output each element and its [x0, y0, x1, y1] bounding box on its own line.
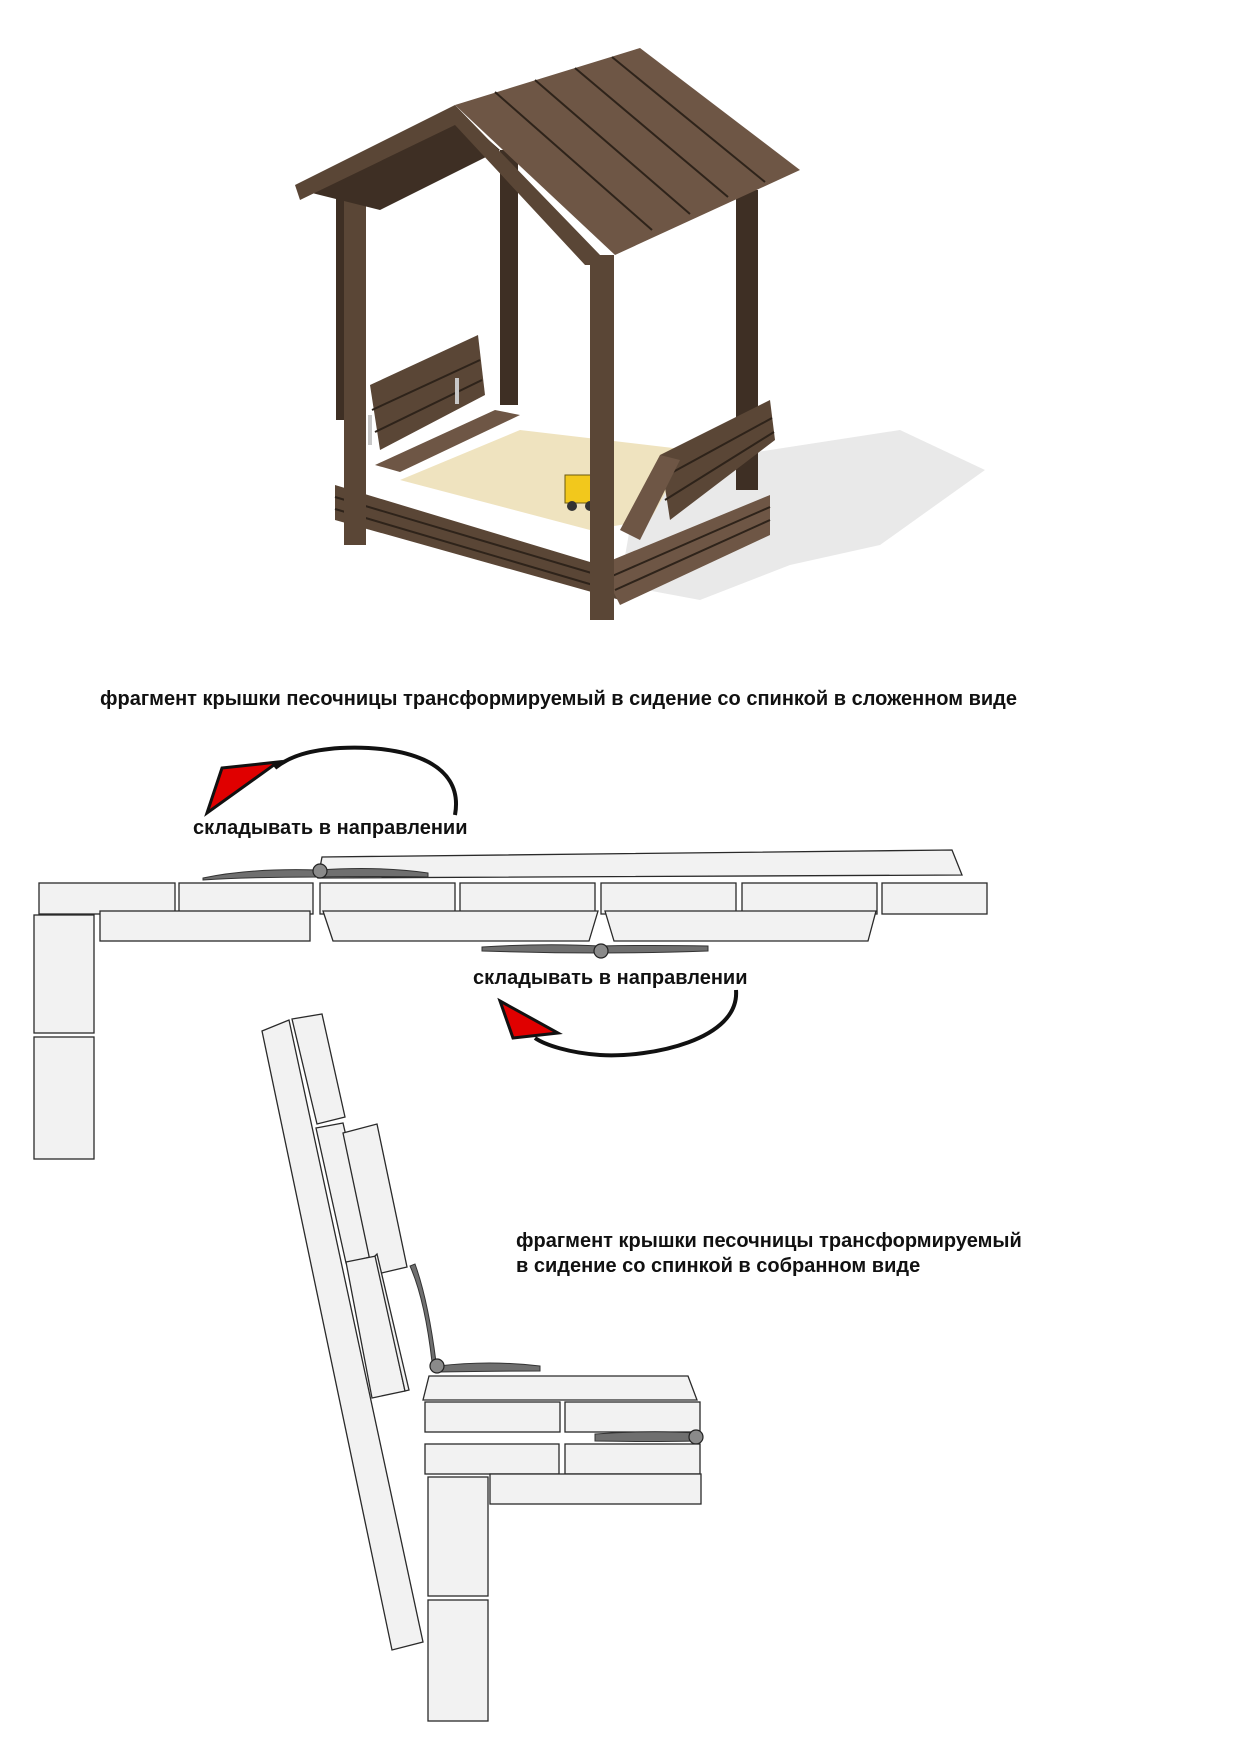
hinge-backrest — [410, 1264, 436, 1362]
lid-plank-7 — [882, 883, 987, 914]
wall-plank-lower — [34, 1037, 94, 1159]
assembled-caption-line-1: фрагмент крышки песочницы трансформируемый — [516, 1230, 1022, 1252]
assembled-caption-line-2: в сидение со спинкой в собранном виде — [516, 1255, 921, 1277]
lid-plank-6 — [742, 883, 877, 914]
folded-lid — [34, 850, 987, 1159]
hinge-seat — [438, 1363, 540, 1372]
seat-wall-plank-upper — [428, 1477, 488, 1596]
fold-arrow-bottom — [500, 990, 736, 1055]
lid-underside-left — [100, 911, 310, 941]
lid-plank-2 — [179, 883, 313, 914]
post-front-right — [590, 255, 614, 620]
seat-plank-2b — [565, 1444, 700, 1474]
folded-view-caption: фрагмент крышки песочницы трансформируемый в сидение со спинкой в сложенном виде — [100, 688, 1018, 710]
hinge-seat-lower — [595, 1432, 696, 1442]
fold-label-top: складывать в направлении — [193, 817, 468, 839]
sandbox-house-illustration — [295, 48, 985, 620]
arrowhead-icon — [207, 762, 278, 813]
lid-underside-mid — [323, 911, 598, 941]
lid-plank-3 — [320, 883, 455, 914]
seat-top-plank — [423, 1376, 697, 1400]
seat-wall-plank-lower — [428, 1600, 488, 1721]
lid-plank-1 — [39, 883, 175, 914]
post-front-left — [344, 195, 366, 545]
hinge-pivot-seat — [430, 1359, 444, 1373]
hinge-pivot-bottom — [594, 944, 608, 958]
seat-plank-2a — [425, 1444, 559, 1474]
fold-label-bottom: складывать в направлении — [473, 967, 748, 989]
seat-underside-plank — [490, 1474, 701, 1504]
seat-plank-1a — [425, 1402, 560, 1432]
seat-plank-1b — [565, 1402, 700, 1432]
wall-plank-upper — [34, 915, 94, 1033]
curved-arrow-icon — [535, 990, 736, 1055]
assembled-seat — [262, 1014, 703, 1721]
curved-arrow-icon — [275, 748, 456, 815]
hinge-pivot-seat-lower — [689, 1430, 703, 1444]
arrowhead-icon — [500, 1001, 558, 1038]
lid-underside-right — [605, 911, 876, 941]
hinge-pivot-top — [313, 864, 327, 878]
lid-plank-5 — [601, 883, 736, 914]
hinge-top-left — [203, 870, 318, 880]
fold-arrow-top — [207, 748, 456, 815]
lid-plank-4 — [460, 883, 595, 914]
